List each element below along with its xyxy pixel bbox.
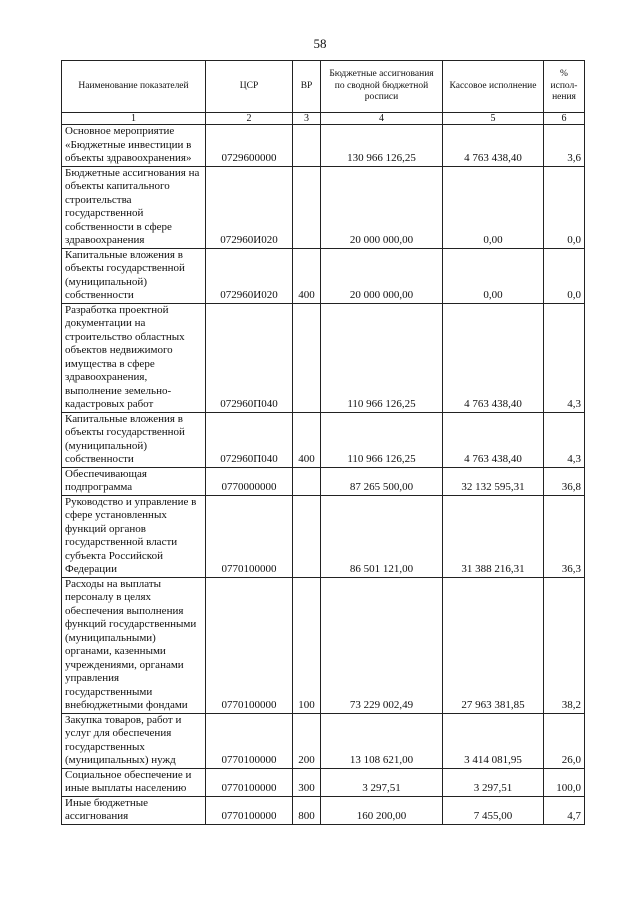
- cell-budget: 3 297,51: [321, 768, 443, 796]
- table-row: [62, 495, 585, 577]
- cell-name: Руководство и управление в сфере установленных функций органов государственной власти субъекта Российской Федерации: [62, 495, 206, 577]
- table-row: [62, 412, 585, 467]
- cell-name: Капитальные вложения в объекты государственной (муниципальной) собственности: [62, 248, 206, 303]
- cell-percent: 3,6: [544, 125, 585, 167]
- col-number: 6: [544, 113, 585, 125]
- cell-code: 072960И020: [206, 166, 293, 248]
- col-number: 2: [206, 113, 293, 125]
- cell-percent: 4,3: [544, 303, 585, 412]
- cell-vr: 400: [293, 412, 321, 467]
- cell-budget: 130 966 126,25: [321, 125, 443, 167]
- col-header-percent: % испол-нения: [544, 61, 585, 113]
- cell-execution: 4 763 438,40: [443, 125, 544, 167]
- cell-vr: [293, 467, 321, 495]
- cell-execution: 3 414 081,95: [443, 713, 544, 768]
- cell-budget: 20 000 000,00: [321, 248, 443, 303]
- cell-budget: 110 966 126,25: [321, 303, 443, 412]
- cell-code: 0770100000: [206, 796, 293, 824]
- col-number: 4: [321, 113, 443, 125]
- cell-budget: 13 108 621,00: [321, 713, 443, 768]
- col-header-execution: Кассовое исполнение: [443, 61, 544, 113]
- cell-vr: [293, 303, 321, 412]
- cell-code: 0770100000: [206, 713, 293, 768]
- table-row: [62, 125, 585, 167]
- cell-code: 0770000000: [206, 467, 293, 495]
- cell-code: 0770100000: [206, 577, 293, 713]
- table-row: [62, 467, 585, 495]
- col-number: 5: [443, 113, 544, 125]
- cell-code: 072960П040: [206, 303, 293, 412]
- cell-execution: 0,00: [443, 248, 544, 303]
- cell-name: Капитальные вложения в объекты государственной (муниципальной) собственности: [62, 412, 206, 467]
- col-header-name: Наименование показателей: [62, 61, 206, 113]
- cell-vr: 400: [293, 248, 321, 303]
- cell-vr: 800: [293, 796, 321, 824]
- cell-percent: 0,0: [544, 166, 585, 248]
- cell-execution: 0,00: [443, 166, 544, 248]
- table-row: [62, 166, 585, 248]
- col-header-csr: ЦСР: [206, 61, 293, 113]
- cell-vr: [293, 125, 321, 167]
- col-number: 1: [62, 113, 206, 125]
- cell-code: 0770100000: [206, 495, 293, 577]
- page-number: 58: [313, 36, 327, 51]
- table-row: [62, 248, 585, 303]
- col-header-budget: Бюджетные ассигнования по сводной бюджетной росписи: [321, 61, 443, 113]
- col-number: 3: [293, 113, 321, 125]
- cell-percent: 36,3: [544, 495, 585, 577]
- cell-budget: 87 265 500,00: [321, 467, 443, 495]
- cell-vr: 100: [293, 577, 321, 713]
- cell-budget: 160 200,00: [321, 796, 443, 824]
- cell-execution: 4 763 438,40: [443, 412, 544, 467]
- cell-vr: 300: [293, 768, 321, 796]
- budget-table: [61, 60, 585, 825]
- cell-name: Социальное обеспечение и иные выплаты населению: [62, 768, 206, 796]
- cell-name: Бюджетные ассигнования на объекты капитального строительства государственной собственности в сфере здравоохранения: [62, 166, 206, 248]
- cell-budget: 86 501 121,00: [321, 495, 443, 577]
- cell-name: Иные бюджетные ассигнования: [62, 796, 206, 824]
- cell-vr: 200: [293, 713, 321, 768]
- column-number-row: [62, 113, 585, 125]
- cell-vr: [293, 495, 321, 577]
- table-row: [62, 303, 585, 412]
- table-row: [62, 768, 585, 796]
- cell-name: Расходы на выплаты персоналу в целях обеспечения выполнения функций государственными (муниципальными) органами, казенными учреждениями, органами управления государственными внебюджетными фондами: [62, 577, 206, 713]
- cell-budget: 73 229 002,49: [321, 577, 443, 713]
- cell-percent: 36,8: [544, 467, 585, 495]
- cell-name: Закупка товаров, работ и услуг для обеспечения государственных (муниципальных) нужд: [62, 713, 206, 768]
- cell-execution: 4 763 438,40: [443, 303, 544, 412]
- cell-percent: 38,2: [544, 577, 585, 713]
- cell-execution: 27 963 381,85: [443, 577, 544, 713]
- cell-code: 0770100000: [206, 768, 293, 796]
- cell-name: Основное мероприятие «Бюджетные инвестиции в объекты здравоохранения»: [62, 125, 206, 167]
- table-row: [62, 796, 585, 824]
- table-row: [62, 577, 585, 713]
- header-row: [62, 61, 585, 113]
- cell-vr: [293, 166, 321, 248]
- cell-percent: 4,3: [544, 412, 585, 467]
- cell-execution: 7 455,00: [443, 796, 544, 824]
- cell-code: 072960И020: [206, 248, 293, 303]
- cell-execution: 3 297,51: [443, 768, 544, 796]
- table-row: [62, 713, 585, 768]
- cell-budget: 20 000 000,00: [321, 166, 443, 248]
- cell-name: Обеспечивающая подпрограмма: [62, 467, 206, 495]
- cell-execution: 32 132 595,31: [443, 467, 544, 495]
- cell-percent: 26,0: [544, 713, 585, 768]
- cell-percent: 4,7: [544, 796, 585, 824]
- cell-budget: 110 966 126,25: [321, 412, 443, 467]
- cell-name: Разработка проектной документации на строительство областных объектов недвижимого имущества в сфере здравоохранения, выполнение земельно-кадастровых работ: [62, 303, 206, 412]
- cell-percent: 0,0: [544, 248, 585, 303]
- cell-code: 0729600000: [206, 125, 293, 167]
- col-header-vr: ВР: [293, 61, 321, 113]
- cell-execution: 31 388 216,31: [443, 495, 544, 577]
- cell-code: 072960П040: [206, 412, 293, 467]
- cell-percent: 100,0: [544, 768, 585, 796]
